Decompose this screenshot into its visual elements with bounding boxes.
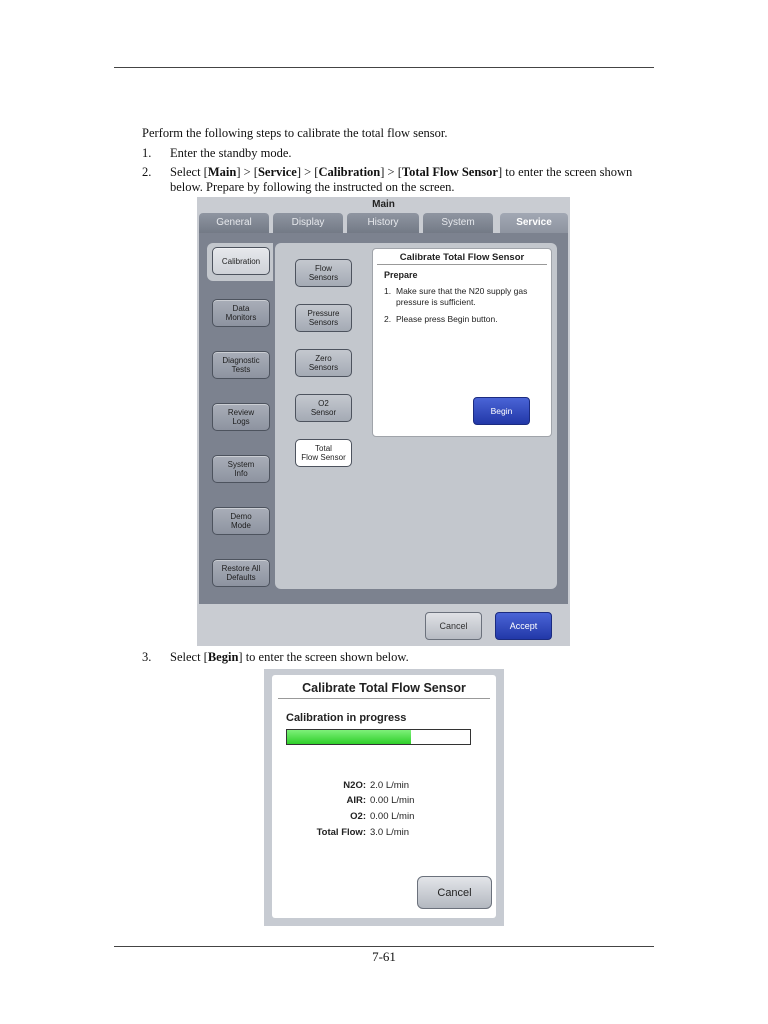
divider [278,698,490,699]
dialog-title: Calibrate Total Flow Sensor [302,681,466,695]
header-rule [114,67,654,68]
reading-value: 0.00 L/min [370,795,415,806]
footer-rule [114,946,654,947]
step-number: 2. [142,165,152,179]
sub-button-total-flow-sensor[interactable]: Total Flow Sensor [295,439,352,467]
intro-text: Perform the following steps to calibrate the total flow sensor. [142,126,448,140]
side-button-diagnostic-tests[interactable]: Diagnostic Tests [212,351,270,379]
side-button-restore-defaults[interactable]: Restore All Defaults [212,559,270,587]
tab-service[interactable]: Service [500,213,568,237]
calibration-status: Calibration in progress [286,712,407,724]
reading-value: 0.00 L/min [370,811,415,822]
step-text: Select [Begin] to enter the screen shown below. [170,650,409,664]
tab-general[interactable]: General [199,213,269,233]
step-text: Enter the standby mode. [170,146,292,160]
reading-label: Total Flow: [316,827,366,838]
tab-bar [197,213,570,233]
service-panel [199,233,568,604]
reading-value: 2.0 L/min [370,780,410,791]
reading-label: N2O: [343,780,366,791]
sub-button-pressure-sensors[interactable]: Pressure Sensors [295,304,352,332]
reading-label: O2: [350,811,366,822]
side-menu [199,233,275,604]
step-number: 3. [142,650,152,664]
sub-button-o2-sensor[interactable]: O2 Sensor [295,394,352,422]
prepare-heading: Prepare [384,270,418,280]
side-button-calibration[interactable]: Calibration [212,247,270,275]
reading-n2o [272,780,496,795]
tab-display[interactable]: Display [273,213,343,233]
window-title: Main [372,199,395,210]
reading-value: 3.0 L/min [370,827,410,838]
side-button-data-monitors[interactable]: Data Monitors [212,299,270,327]
cancel-button[interactable]: Cancel [425,612,482,640]
main-service-screen [197,197,570,646]
prepare-card-title: Calibrate Total Flow Sensor [399,252,525,263]
reading-air [272,795,496,810]
tab-history[interactable]: History [347,213,419,233]
prepare-card: Calibrate Total Flow Sensor Prepare 1. Make sure that the N20 supply gas pressure is sufficient. 2. Please press Begin button. Begin [372,248,552,437]
begin-button[interactable]: Begin [473,397,530,425]
step-number: 1. [142,146,152,160]
progress-fill [287,730,411,744]
reading-label: AIR: [346,795,366,806]
step-text: Select [Main] > [Service] > [Calibration] > [Total Flow Sensor] to enter the screen shown below. Prepare by following the instructed on the screen. [170,165,633,194]
side-button-system-info[interactable]: System Info [212,455,270,483]
accept-button[interactable]: Accept [495,612,552,640]
calibration-dialog-frame [264,669,504,926]
divider [377,264,547,265]
calibration-content [275,243,557,589]
progress-bar [286,729,471,745]
side-button-review-logs[interactable]: Review Logs [212,403,270,431]
sub-button-flow-sensors[interactable]: Flow Sensors [295,259,352,287]
reading-o2 [272,811,496,826]
calibration-dialog [272,675,496,918]
side-button-demo-mode[interactable]: Demo Mode [212,507,270,535]
page-number: 7-61 [372,949,396,964]
tab-system[interactable]: System [423,213,493,233]
reading-total-flow [272,827,496,842]
sub-button-zero-sensors[interactable]: Zero Sensors [295,349,352,377]
dialog-cancel-button[interactable]: Cancel [417,876,492,909]
